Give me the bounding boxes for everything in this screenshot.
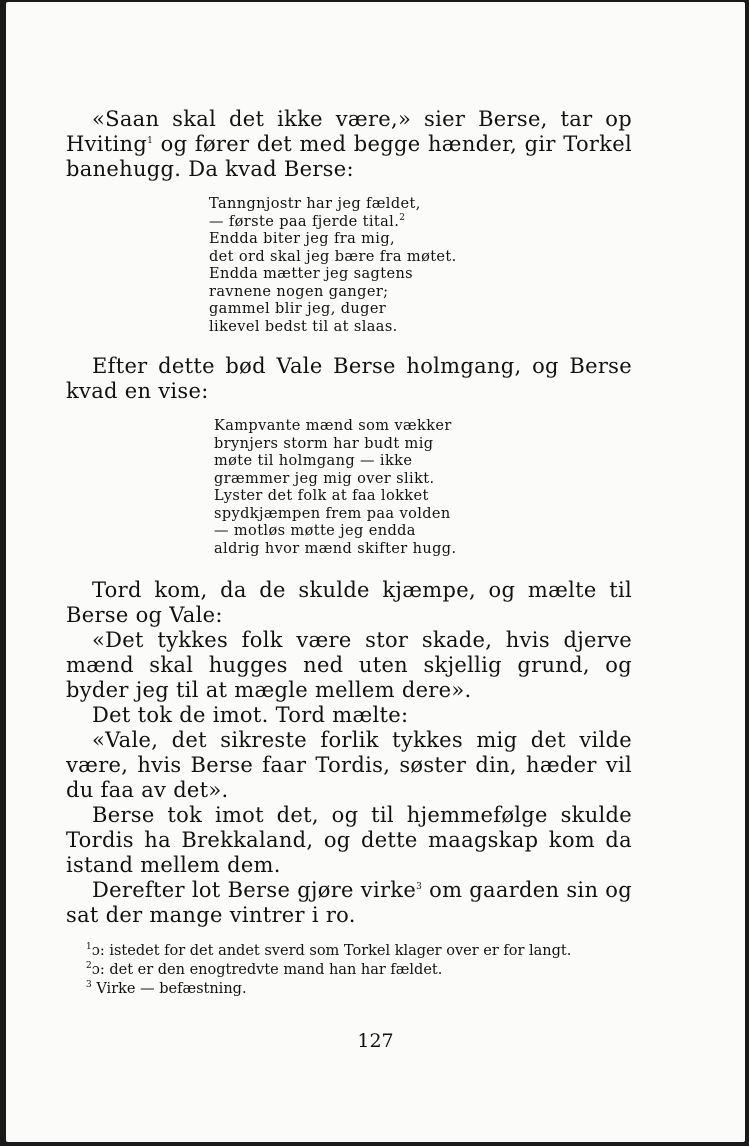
verse-line: græmmer jeg mig over slikt.: [214, 470, 435, 487]
verse-line: ravnene nogen ganger;: [209, 283, 389, 300]
verse-line: gammel blir jeg, duger: [209, 301, 387, 317]
paragraph-8: Derefter lot Berse gjøre virke$^3$ om gaarden sin og sat der mange vintrer i ro.: [66, 878, 632, 927]
verse-line: Endda biter jeg fra mig,: [209, 231, 396, 247]
verse-line: Tanngnjostr har jeg fældet,: [209, 196, 421, 212]
paragraph-5: Det tok de imot. Tord mælte:: [92, 703, 409, 727]
footnote-2: $^2$ɔ: det er den enogtredvte mand han har fældet.: [86, 961, 443, 978]
footnote-3: $^3$ Virke — befæstning.: [86, 980, 247, 997]
verse-line: — motløs møtte jeg endda: [214, 523, 416, 539]
footnote-1: $^1$ɔ: istedet for det andet sverd som Torkel klager over er for langt.: [86, 942, 572, 959]
footnotes: [66, 942, 632, 999]
verse-1: [66, 196, 632, 336]
paragraph-4: «Det tykkes folk være stor skade, hvis djerve mænd skal hugges ned uten skjellig grund, og byder jeg til at mægle mellem dere».: [66, 628, 632, 702]
paragraph-2: Efter dette bød Vale Berse holmgang, og Berse kvad en vise:: [66, 354, 632, 403]
book-page: [6, 2, 745, 1142]
verse-line: aldrig hvor mænd skifter hugg.: [214, 540, 457, 557]
paragraph-7: Berse tok imot det, og til hjemmefølge skulde Tordis ha Brekkaland, og dette maagskap kom da istand mellem dem.: [66, 803, 632, 877]
verse-line: Endda mætter jeg sagtens: [209, 266, 414, 282]
paragraph-1: «Saan skal det ikke være,» sier Berse, tar op Hviting$^1$ og fører det med begge hænder, gir Torkel banehugg. Da kvad Berse:: [66, 107, 632, 181]
footnote-ref-2: 2: [399, 212, 406, 223]
verse-line: Lyster det folk at faa lokket: [214, 488, 429, 504]
verse-2: [66, 418, 632, 558]
paragraph-3: Tord kom, da de skulde kjæmpe, og mælte til Berse og Vale:: [66, 578, 632, 627]
verse-line: likevel bedst til at slaas.: [209, 318, 398, 335]
footnote-ref-3: 3: [416, 882, 423, 892]
verse-line: Kampvante mænd som vækker: [214, 418, 452, 434]
verse-line: møte til holmgang — ikke: [214, 453, 413, 469]
footnote-ref-1: 1: [147, 136, 154, 146]
verse-line: — første paa fjerde tital.$^2$: [209, 212, 406, 230]
verse-line: brynjers storm har budt mig: [214, 435, 434, 452]
verse-line: det ord skal jeg bære fra møtet.: [209, 248, 457, 265]
paragraph-6: «Vale, det sikreste forlik tykkes mig det vilde være, hvis Berse faar Tordis, søster din, hæder vil du faa av det».: [66, 728, 632, 802]
page-number: 127: [357, 1030, 394, 1052]
text-block: [66, 107, 632, 999]
verse-line: spydkjæmpen frem paa volden: [214, 505, 451, 522]
